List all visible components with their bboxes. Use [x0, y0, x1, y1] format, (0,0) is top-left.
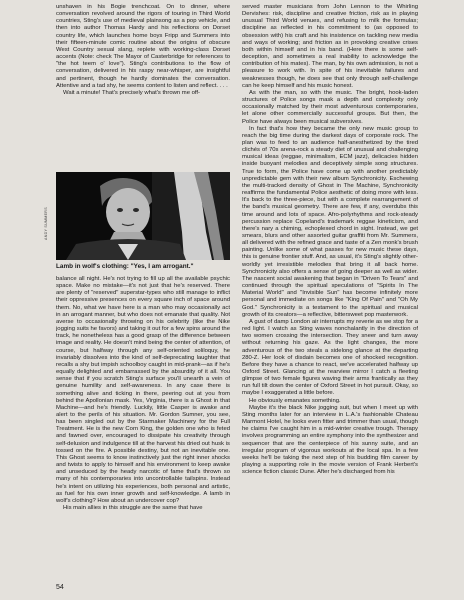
article-paragraph: Maybe it's the black Nike jogging suit, but when I meet up with Sting months later for an interview in L.A.'s fashionable Chateau Marmont Hotel, he looks even fitter and trimmer than usual, though he claims I've caught him in a mid-winter creative trough. Therapy involves programming an entire symphony into the synthesizer and sequencer that are the centerpiece of his sunny suite, and an irregular program of vigorous workouts at the local spa. In a few weeks he'll be taking the next step of his budding film career by playing a supporting role in the movie version of Frank Herbert's science fiction classic Dune. After he's discharged from his: [242, 404, 418, 476]
article-paragraph: His main allies in this struggle are the same that have: [63, 505, 203, 511]
column-right: [242, 4, 418, 594]
article-paragraph: A gust of damp London air interrupts my reverie as we stop for a red light. I watch as Sting waves nonchalantly in the direction of two women crossing the intersection. They sneer and turn away without returning his gaze. As the light changes, the more adventurous of the two steals a sidelong glance at the departing 280-Z. Her look of disdain becomes one of shocked recognition. Before they have a chance to react, we've accelerated halfway up Oxford Street. Glancing at the rearview mirror I catch a fleeting glimpse of two female figures waving their arms frantically as they run full tilt down the center of Oxford Street in hot pursuit. Okay, so maybe I exaggerated a little before.: [242, 318, 418, 397]
page-number: 54: [56, 584, 64, 591]
article-paragraph: He obviously emanates something.: [249, 397, 341, 404]
photo-caption: Lamb in wolf's clothing: "Yes, I am arrogant.": [56, 263, 194, 270]
column-left-bottom: [56, 276, 230, 580]
article-paragraph: As with the man, so with the music. The bright, hook-laden structures of Police songs mask a depth and complexity only occasionally matched by their most adventurous contemporaries, let alone other commercially successful groups. But then, the Police have always been musical subversives.: [242, 89, 418, 125]
photo-credit: ANDY SUMMERS: [44, 207, 48, 240]
sting-photo: [56, 172, 230, 260]
article-paragraph: Wait a minute! That's precisely what's thrown me off-: [63, 89, 201, 96]
column-left-top: [56, 4, 230, 168]
article-paragraph: balance all night. He's not trying to fill up all the available psychic space. Make no mistake—it's not just that he's reserved. There are plenty of "reserved" superstar-types who still manage to inflict their oppressive presences on every square inch of space around them. No, what we have here is a man who may occasionally act in an arrogant manner, but who does not emanate that quality. Not averse to occasionally throwing on his celebrity (like the Nike jogging suits he favors) and taking it out for a few spins around the track, he nonetheless has a good grasp of the difference between image and reality. He doesn't mind being the center of attention, of course, but halfway through any self-oriented soliloquy, he invariably dissolves into the kind of self-deprecating laughter that recalls a shy but impish schoolboy caught in mid-prank—as if he's equally delighted and embarrassed by the absurdity of it all. You sense that if you scratch Sting's surface you'll unearth a vein of genuine humility and self-awareness. In any case there is something alive and ticking in there, peering out at you from behind the Apollonian mask. Yes, Virginia, there is a Ghost in that Machine—and he's friendly. Luckily, little Casper is awake and alert to the perils of his situation. Mr. Gordon Sumner, you see, has been singled out by the Starmaker Machinery for the Full Treatment. He is the new Corn King, the golden one who is feted and fawned over, encouraged to dissipate his creativity through self-delusion and indulgence till at the harvest his dried out husk is tossed on the fire. A possible destiny, but not an inevitable one. This Ghost seems to know instinctively just the right inner shocks and twists to apply to himself and his environment to keep awake and unseduced by the heady narcotic of fame that's thrown so many of his contemporaries into uncontrollable tailspins. Instead he's intent on utilizing his experiences, both personal and artistic, as fuel for his own inner growth and self-knowledge. A lamb in wolf's clothing? How about an undercover cop?: [56, 276, 230, 504]
photo-image: [56, 172, 230, 260]
article-paragraph: unshaven in his Bogie trenchcoat. On to dinner, where conversation revolved around the rigors of touring in Third World countries, Sting's use of medieval plainsong as a pop vehicle, and then into author Thomas Hardy and his reflections on Dorset country life, which launches home boys Fripp and Summers into their fifteen-minute comic routine about the origins of obscure West Country sexual slang, replete with working-class Dorset accents (Note: check The Mayor of Casterbridge for references to "the hot teem o' love"). Sting's contributions to the flow of conversation, delivered in his raspy near-whisper, are insightful and pertinent, though he hardly dominates the conversation. Attentive and a tad shy, he seems content to listen and reflect. . . .: [56, 4, 230, 89]
article-paragraph: served master musicians from John Lennon to the Whirling Dervishes: risk, discipline and creative friction, risk as in playing unusual Third World venues, and refusing to milk the formulas; discipline as reflected in his commitment to (as opposed to obsession with) his craft and his insistence on tackling new media and ways of working; and friction as in provoking creative crises both within himself and in his band. (Here there is some self-deception, and sometimes a real inability to acknowledge the contribution of his mates). The man, by his own admission, is not a pleasure to work with. In spite of his inevitable failures and weaknesses though, he does see that only through self-challenge can he keep himself and his music honest.: [242, 4, 418, 89]
article-paragraph: In fact that's how they became the only new music group to reach the big time during the darkest days of corporate rock. The plan was to feed to an audience half-anesthetized by the tired clichés of 70s arena-rock a steady diet of unusual and challenging musical ideas (reggae, minimalism, ECM jazz), delicacies hidden inside buoyant melodies and deceptively simple song structures. True to form, the Police have come up with another predictably unpredictable gem with their new album Synchronicity. Eschewing the multi-tracked density of Ghost in The Machine, Synchronicity reaffirms the fundamental Police aesthetic of doing more with less. It's back to the three-piece, but with a complete rearrangement of the band's musical geometry. There are few, if any, overdubs this time around and lots of space. Afro-polyrhythms and rock-steady percussion replace Copeland's trademark reggae kineticism, and there's nary a chiming, echoplexed chord in sight. Instead, we get smears, blurs and other assorted guitar graffiti from Mr. Summers, all delivered with the refined grace and taste of a Zen monk's brush painting. Unlike some of what passes for new music these days, this is genuine frontier stuff. And, as usual, it's Sting's slightly other-worldly yet irresistible melodies that bring it all back home. Synchronicity also offers a sense of going deeper as well as wider. The nascent social awakening that began in "Driven To Tears" and continued through the spiritual speculations of "Spirits In The Material World" and "Invisible Sun" has become infinitely more personal and immediate on songs like "King Of Pain" and "Oh My God." Synchronicity is a testament to the spiritual and musical growth of its creators—a reflective, bittersweet pop masterwork.: [242, 125, 418, 318]
